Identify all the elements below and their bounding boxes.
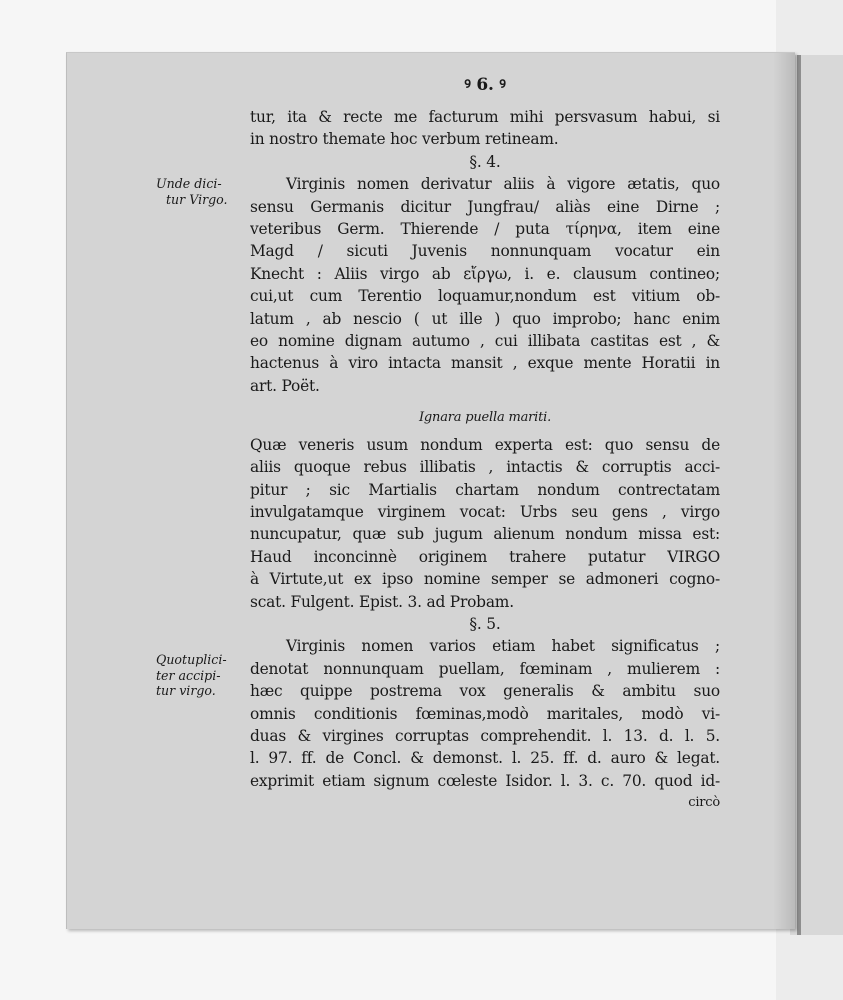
margin-note-line: Unde dici-	[156, 176, 222, 191]
text-line: tur, ita & recte me facturum mihi persvasum habui, si	[250, 108, 720, 126]
catchword: circò	[688, 795, 720, 811]
text-line: cui,ut cum Terentio loquamur,nondum est vitium ob-	[250, 287, 720, 306]
margin-note-line: Quotuplici-	[156, 652, 227, 667]
quotation: Ignara puella mariti.	[418, 410, 552, 426]
margin-note-line: ter accipi-	[156, 667, 221, 683]
margin-note-unde-dicitur	[156, 176, 236, 207]
text-line: Virginis nomen varios etiam habet significatus ;	[286, 637, 720, 656]
margin-note-line: tur virgo.	[156, 683, 216, 698]
text-line: eo nomine dignam autumo , cui illibata castitas est , &	[250, 332, 720, 351]
text-line: aliis quoque rebus illibatis , intactis & corruptis acci-	[250, 458, 720, 477]
text-line: Haud inconcinnè originem trahere putatur VIRGO	[250, 547, 720, 566]
page-shade	[773, 53, 795, 929]
text-line: scat. Fulgent. Epist. 3. ad Probam.	[250, 592, 514, 611]
text-line: veteribus Germ. Thierende / puta τίρηνα, item eine	[250, 220, 720, 239]
text-line: exprimit etiam signum cœleste Isidor. l. 3. c. 70. quod id-	[250, 771, 720, 790]
text-line: à Virtute,ut ex ipso nomine semper se admoneri cogno-	[250, 570, 720, 589]
text-line: Knecht : Aliis virgo ab εἴργω, i. e. clausum contineo;	[250, 264, 720, 283]
body-text	[250, 75, 720, 815]
text-line: nuncupatur, quæ sub jugum alienum nondum missa est:	[250, 525, 720, 544]
text-line: Quæ veneris usum nondum experta est: quo sensu de	[250, 435, 720, 454]
text-line: Magd / sicuti Juvenis nonnunquam vocatur ein	[250, 242, 720, 261]
margin-note-quotupliciter	[156, 652, 236, 699]
text-line: hactenus à viro intacta mansit , exque mente Horatii in	[250, 354, 720, 373]
text-line: in nostro themate hoc verbum retineam.	[250, 130, 559, 149]
text-line: art. Poët.	[250, 376, 320, 395]
text-line: latum , ab nescio ( ut ille ) quo improbo; hanc enim	[250, 309, 720, 328]
text-line: sensu Germanis dicitur Jungfrau/ aliàs eine Dirne ;	[250, 197, 720, 216]
text-line: denotat nonnunquam puellam, fœminam , mulierem :	[250, 659, 720, 678]
section-number: §. 4.	[469, 152, 501, 171]
text-line: duas & virgines corruptas comprehendit. l. 13. d. l. 5.	[250, 726, 720, 745]
text-line: omnis conditionis fœminas,modò maritales, modò vi-	[250, 704, 720, 723]
text-line: Virginis nomen derivatur aliis à vigore ætatis, quo	[286, 175, 720, 194]
section-number: §. 5.	[469, 614, 501, 633]
text-line: pitur ; sic Martialis chartam nondum contrectatam	[250, 480, 720, 499]
spine-shadow	[797, 55, 801, 935]
page-header: ꝰ 6. ꝰ	[464, 75, 506, 95]
margin-note-line: tur Virgo.	[166, 191, 228, 207]
text-line: hæc quippe postrema vox generalis & ambitu suo	[250, 682, 720, 701]
text-line: invulgatamque virginem vocat: Urbs seu gens , virgo	[250, 502, 720, 521]
text-line: l. 97. ff. de Concl. & demonst. l. 25. ff. d. auro & legat.	[250, 749, 720, 768]
